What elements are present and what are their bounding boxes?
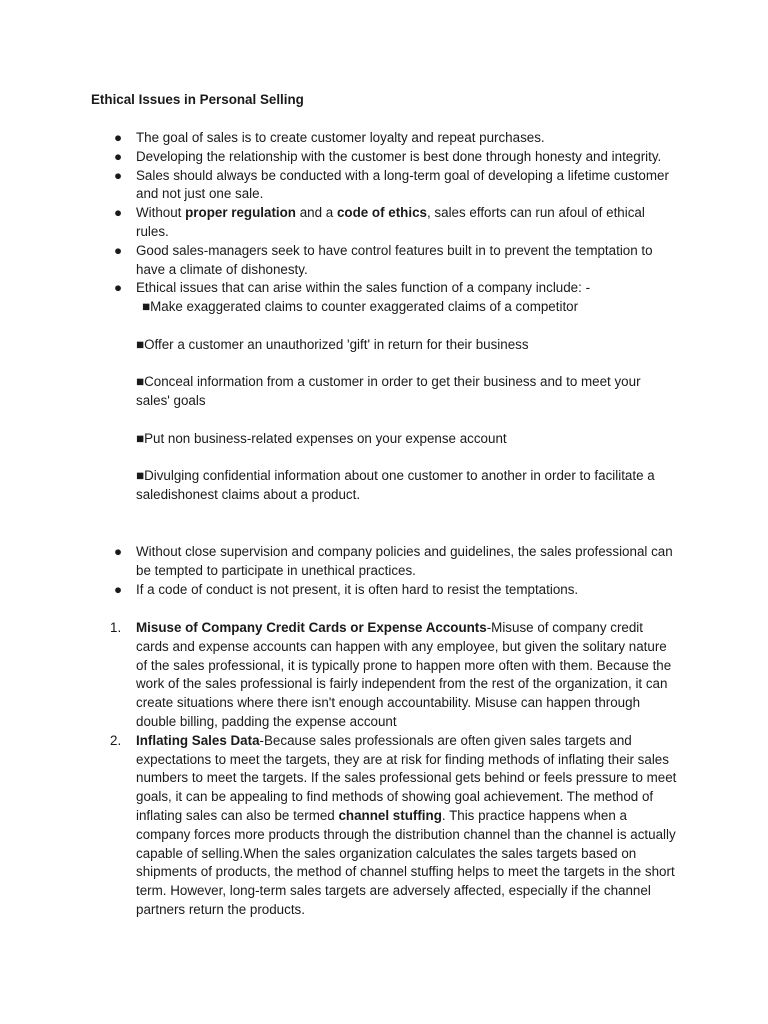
text-run: and a [295, 205, 337, 221]
text-run: Sales should always be conducted with a long-term goal of developing a lifetime customer and not just one sale. [136, 167, 669, 202]
text-run: If a code of conduct is not present, it is often hard to resist the temptations. [136, 581, 579, 597]
list-item-text [136, 543, 678, 581]
bold-text: proper regulation [185, 205, 296, 221]
sub-list-item: ■Make exaggerated claims to counter exaggerated claims of a competitor [142, 299, 579, 315]
sub-list-item: ■Divulging confidential information about one customer to another in order to facilitate a saledishonest claims about a product. [136, 468, 655, 503]
text-run: Developing the relationship with the customer is best done through honesty and integrity. [136, 148, 662, 164]
numbered-list [0, 619, 768, 920]
sub-item-list [136, 298, 678, 505]
numbered-item [0, 732, 768, 920]
list-item [0, 129, 768, 148]
sub-list-item: ■Offer a customer an unauthorized 'gift' in return for their business [136, 336, 529, 352]
sub-list-item: ■Conceal information from a customer in order to get their business and to meet your sales' goals [136, 374, 641, 409]
text-run: , sales efforts can run afoul of ethical rules. [136, 205, 645, 239]
text-run: Without close supervision and company policies and guidelines, the sales professional can be tempted to participate in unethical practices. [136, 544, 673, 578]
text-run: -Misuse of company credit cards and expense accounts can happen with any employee, but given the solitary nature of the sales professional, it is typically prone to happen more often with them. Because the work of the sales professional is fairly independent from the rest of the organization, it can create situations where there isn't enough accountability. Misuse can happen through double billing, padding the expense account [136, 620, 672, 729]
sub-list-item: ■Put non business-related expenses on your expense account [136, 430, 507, 446]
list-item-text [136, 204, 678, 242]
text-run: -Because sales professionals are often given sales targets and expectations to meet the targets, they are at risk for finding methods of inflating their sales numbers to meet the targets. If the sales professional gets behind or feels pressure to meet goals, it can be appealing to find methods of showing goal achievement. The method of inflating sales can also be termed [136, 732, 677, 823]
bullet-point-icon: ● [113, 544, 123, 559]
text-run: . This practice happens when a company forces more products through the distribution channel than the channel is actually capable of selling.When the sales organization calculates the sales targets based on shipments of products, the method of channel stuffing helps to meet the targets in the short term. However, long-term sales targets are adversely affected, especially if the channel partners return the products. [136, 807, 676, 917]
item-number: 1. [110, 620, 122, 635]
document-title: Ethical Issues in Personal Selling [91, 92, 304, 107]
bold-text: code of ethics [336, 205, 427, 221]
list-item [0, 242, 768, 280]
list-item [0, 167, 768, 205]
bullet-point-icon: ● [113, 280, 123, 296]
bullet-point-icon: ● [113, 242, 123, 258]
bullet-point-icon: ● [113, 167, 123, 183]
numbered-item [0, 619, 768, 732]
numbered-item-text [136, 732, 678, 920]
list-item-text [136, 581, 678, 600]
list-item [0, 148, 768, 167]
bullet-list-main [0, 129, 768, 524]
text-run: Ethical issues that can arise within the sales function of a company include: - [136, 280, 591, 296]
text-run: Without [136, 205, 186, 221]
bullet-point-icon: ● [113, 205, 123, 221]
bullet-list-secondary [0, 543, 768, 599]
text-run: The goal of sales is to create customer loyalty and repeat purchases. [136, 130, 545, 145]
list-item [0, 204, 768, 242]
list-item-text [136, 242, 678, 280]
list-item [0, 279, 768, 505]
bold-text: Misuse of Company Credit Cards or Expense Accounts [136, 620, 487, 635]
text-run: Good sales-managers seek to have control features built in to prevent the temptation to have a climate of dishonesty. [136, 242, 653, 277]
bold-text: Inflating Sales Data [136, 732, 260, 748]
list-item-text [136, 129, 678, 148]
item-number: 2. [110, 732, 122, 748]
list-item [0, 581, 768, 600]
bold-text: channel stuffing [338, 807, 442, 823]
list-item [0, 543, 768, 581]
bullet-point-icon: ● [113, 130, 123, 145]
list-item-text [136, 148, 678, 167]
list-item-text [136, 279, 678, 298]
numbered-item-text [136, 619, 678, 732]
list-item-text [136, 167, 678, 205]
bullet-point-icon: ● [113, 148, 123, 164]
bullet-point-icon: ● [113, 581, 123, 597]
